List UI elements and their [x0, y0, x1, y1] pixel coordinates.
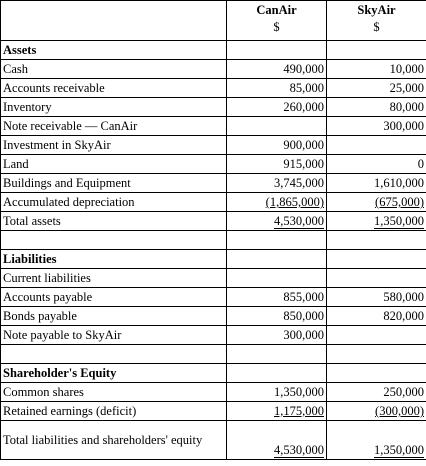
table-row: [1, 79, 426, 98]
skyair-value: 1,610,000: [327, 174, 426, 193]
row-label: Total assets: [1, 212, 227, 231]
canair-value: [227, 212, 327, 231]
header-row: [1, 1, 426, 41]
row-label: Buildings and Equipment: [1, 174, 227, 193]
header-canair-name: CanAir: [256, 3, 297, 17]
header-blank-cell: [1, 1, 227, 41]
skyair-underlined-value: (300,000): [375, 404, 424, 418]
canair-total-value: 4,530,000: [274, 214, 324, 231]
skyair-total-value: 1,350,000: [374, 443, 424, 460]
row-label: Common shares: [1, 383, 227, 402]
section-heading-equity: Shareholder's Equity: [1, 364, 227, 383]
row-label: Inventory: [1, 98, 227, 117]
canair-value: [227, 41, 327, 60]
row-label: Total liabilities and shareholders' equity: [1, 421, 227, 460]
row-label: Accumulated depreciation: [1, 193, 227, 212]
skyair-value: 25,000: [327, 79, 426, 98]
canair-value: [227, 193, 327, 212]
canair-underlined-value: 1,175,000: [274, 404, 324, 418]
row-label: Current liabilities: [1, 269, 227, 288]
row-label: [1, 231, 227, 250]
row-label: Accounts payable: [1, 288, 227, 307]
table-row: [1, 269, 426, 288]
skyair-value: 250,000: [327, 383, 426, 402]
skyair-value: [327, 269, 426, 288]
canair-value: [227, 345, 327, 364]
canair-value: 3,745,000: [227, 174, 327, 193]
row-label: Cash: [1, 60, 227, 79]
canair-total-value: 4,530,000: [274, 443, 324, 460]
row-label: Retained earnings (deficit): [1, 402, 227, 421]
skyair-value: [327, 402, 426, 421]
canair-value: 300,000: [227, 326, 327, 345]
canair-value: 1,350,000: [227, 383, 327, 402]
skyair-value: [327, 136, 426, 155]
skyair-value: 820,000: [327, 307, 426, 326]
table-row: [1, 326, 426, 345]
canair-value: [227, 117, 327, 136]
canair-value: [227, 364, 327, 383]
header-canair-currency: $: [273, 20, 280, 34]
skyair-value: [327, 364, 426, 383]
skyair-value: 300,000: [327, 117, 426, 136]
table-row: [1, 421, 426, 460]
skyair-value: 580,000: [327, 288, 426, 307]
table-row: [1, 402, 426, 421]
canair-value: 490,000: [227, 60, 327, 79]
section-heading-liabilities: Liabilities: [1, 250, 227, 269]
table-row: [1, 98, 426, 117]
canair-value: [227, 269, 327, 288]
canair-value: 900,000: [227, 136, 327, 155]
skyair-value: [327, 212, 426, 231]
table-row: [1, 288, 426, 307]
skyair-total-value: 1,350,000: [374, 214, 424, 231]
skyair-value: 80,000: [327, 98, 426, 117]
table-row: [1, 307, 426, 326]
table-row: [1, 60, 426, 79]
table-row: [1, 345, 426, 364]
skyair-value: [327, 250, 426, 269]
row-label: Note payable to SkyAir: [1, 326, 227, 345]
skyair-value: [327, 326, 426, 345]
canair-value: 915,000: [227, 155, 327, 174]
row-label: Land: [1, 155, 227, 174]
canair-value: 850,000: [227, 307, 327, 326]
skyair-value: [327, 421, 426, 460]
header-canair: [227, 1, 327, 41]
table-row: [1, 231, 426, 250]
canair-value: [227, 421, 327, 460]
skyair-value: [327, 193, 426, 212]
skyair-value: 0: [327, 155, 426, 174]
canair-value: [227, 231, 327, 250]
table-row: [1, 364, 426, 383]
row-label: Bonds payable: [1, 307, 227, 326]
table-row: [1, 193, 426, 212]
skyair-underlined-value: (675,000): [375, 195, 424, 209]
table-row: [1, 174, 426, 193]
header-skyair-name: SkyAir: [357, 3, 396, 17]
skyair-value: [327, 41, 426, 60]
row-label: Note receivable — CanAir: [1, 117, 227, 136]
skyair-value: 10,000: [327, 60, 426, 79]
skyair-value: [327, 231, 426, 250]
canair-value: 260,000: [227, 98, 327, 117]
canair-value: 85,000: [227, 79, 327, 98]
table-row: [1, 250, 426, 269]
canair-value: [227, 250, 327, 269]
row-label: Accounts receivable: [1, 79, 227, 98]
table-row: [1, 136, 426, 155]
canair-value: 855,000: [227, 288, 327, 307]
canair-value: [227, 402, 327, 421]
table-row: [1, 212, 426, 231]
row-label: [1, 345, 227, 364]
table-row: [1, 41, 426, 60]
table-row: [1, 383, 426, 402]
canair-underlined-value: (1,865,000): [265, 195, 324, 209]
header-skyair-currency: $: [373, 20, 380, 34]
table-row: [1, 155, 426, 174]
skyair-value: [327, 345, 426, 364]
header-skyair: [327, 1, 426, 41]
table-row: [1, 117, 426, 136]
section-heading-assets: Assets: [1, 41, 227, 60]
row-label: Investment in SkyAir: [1, 136, 227, 155]
